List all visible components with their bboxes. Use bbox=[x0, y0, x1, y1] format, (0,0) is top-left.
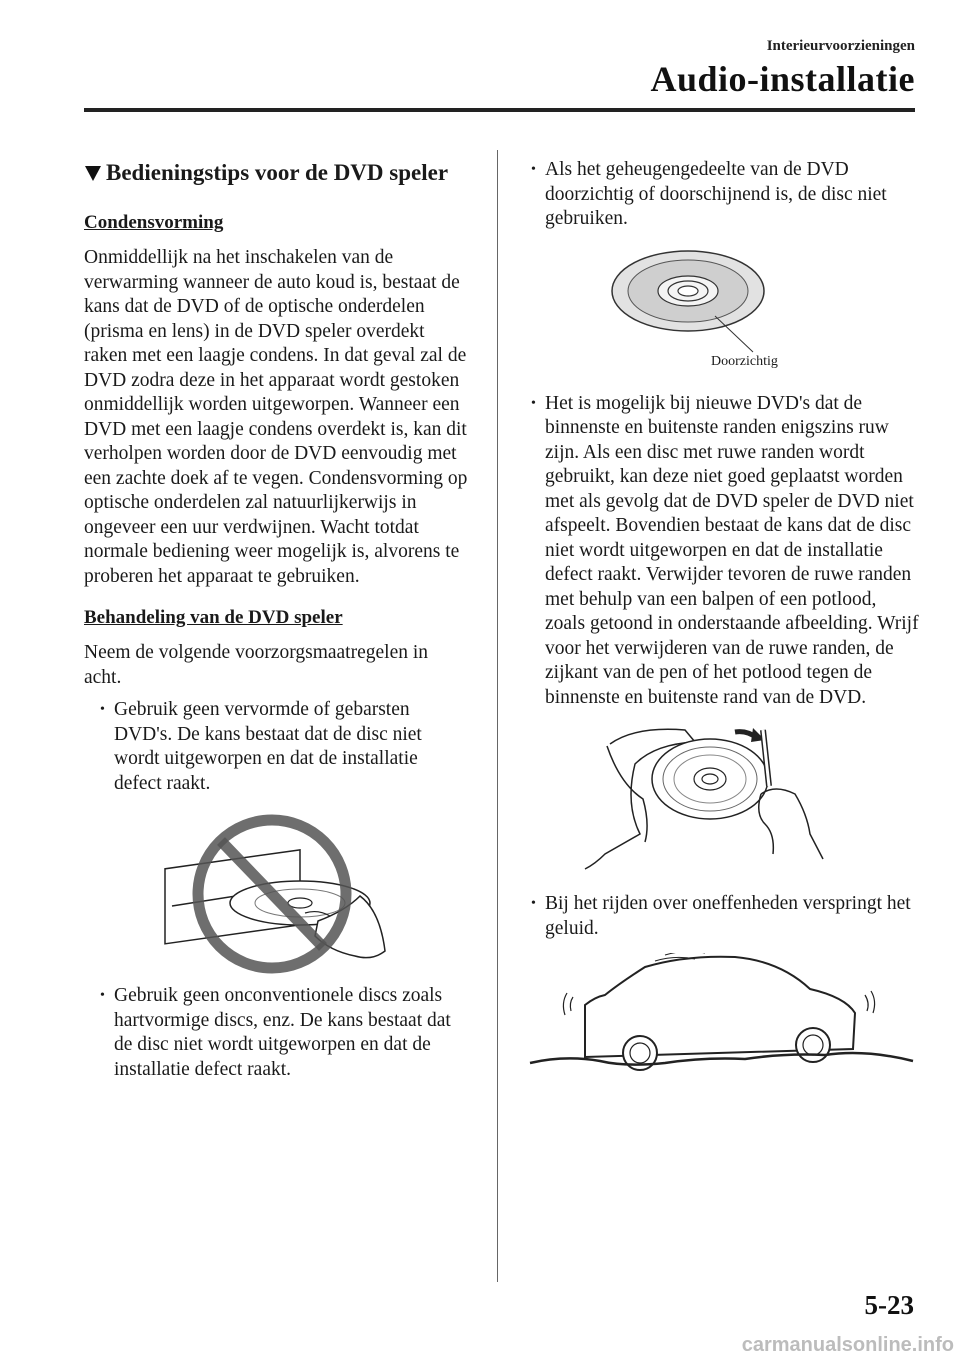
precaution-list-left-2 bbox=[94, 984, 470, 1082]
figure-label-transparent: Doorzichtig bbox=[711, 353, 778, 369]
precaution-list-right-3 bbox=[525, 892, 920, 941]
chapter-title: Audio-installatie bbox=[650, 59, 915, 99]
prohibited-disc-illustration bbox=[84, 806, 470, 976]
column-divider bbox=[497, 150, 498, 1282]
edge-cleaning-illustration bbox=[525, 724, 920, 874]
precaution-list-left bbox=[94, 698, 470, 796]
list-item: • Bij het rijden over oneffenheden verspringt het geluid. bbox=[525, 892, 920, 941]
paragraph-condensation: Onmiddellijk na het inschakelen van de verwarming wanneer de auto koud is, bestaat de kans dat de DVD of de optische onderdelen (prisma en lens) in de DVD speler overdekt raken met een laagje condens. In dat geval zal de DVD zodra deze in het apparaat wordt gestoken onmiddellijk worden uitgeworpen. Wanneer een DVD met een laagje condens overdekt is, kan dit verholpen worden door de DVD eenvoudig met een zachte doek af te vegen. Condensvorming op optische onderdelen zal natuurlijkerwijs in ongeveer een uur verdwijnen. Wacht totdat normale bediening weer mogelijk is, alvorens te proberen het apparaat te gebruiken. bbox=[84, 247, 468, 587]
list-item: • Het is mogelijk bij nieuwe DVD's dat de binnenste en buitenste randen enigszins ruw zijn. Als een disc met ruwe randen wordt gebruikt, kan deze niet goed geplaatst worden met als gevolg dat de DVD speler de DVD niet afspeelt. Bovendien bestaat de kans dat de disc niet wordt uitgeworpen en dat de installatie defect raakt. Verwijder tevoren de ruwe randen met behulp van een balpen of een potlood, zoals getoond in onderstaande afbeelding. Wrijf voor het verwijderen van de ruwe randen, de zijkant van de pen of het potlood tegen de binnenste en buitenste rand van de DVD. bbox=[525, 392, 920, 711]
list-item: • Gebruik geen onconventionele discs zoals hartvormige discs, enz. De kans bestaat dat de disc niet wordt uitgeworpen en dat de installatie defect raakt. bbox=[94, 984, 470, 1082]
left-column bbox=[84, 150, 470, 1082]
subheading-handling: Behandeling van de DVD speler bbox=[84, 607, 343, 628]
list-item: • Gebruik geen vervormde of gebarsten DVD's. De kans bestaat dat de disc niet wordt uitgeworpen en dat de installatie defect raakt. bbox=[94, 698, 470, 796]
section-title bbox=[84, 158, 470, 188]
list-item: • Als het geheugengedeelte van de DVD doorzichtig of doorschijnend is, de disc niet gebruiken. bbox=[525, 158, 920, 232]
subheading-condensation: Condensvorming bbox=[84, 212, 224, 233]
watermark: carmanualsonline.info bbox=[741, 1334, 954, 1356]
transparent-disc-figure bbox=[525, 246, 920, 386]
section-title-text: Bedieningstips voor de DVD speler bbox=[106, 160, 449, 185]
paragraph-precautions: Neem de volgende voorzorgsmaatregelen in acht. bbox=[84, 642, 429, 688]
page-number: 5-23 bbox=[864, 1290, 914, 1320]
section-header: Interieurvoorzieningen bbox=[766, 38, 915, 54]
car-bumpy-road-illustration bbox=[525, 953, 920, 1083]
header-rule bbox=[84, 108, 915, 112]
precaution-list-right-2 bbox=[525, 392, 920, 711]
triangle-marker-icon bbox=[84, 164, 102, 182]
right-column bbox=[525, 150, 920, 1083]
precaution-list-right bbox=[525, 158, 920, 232]
